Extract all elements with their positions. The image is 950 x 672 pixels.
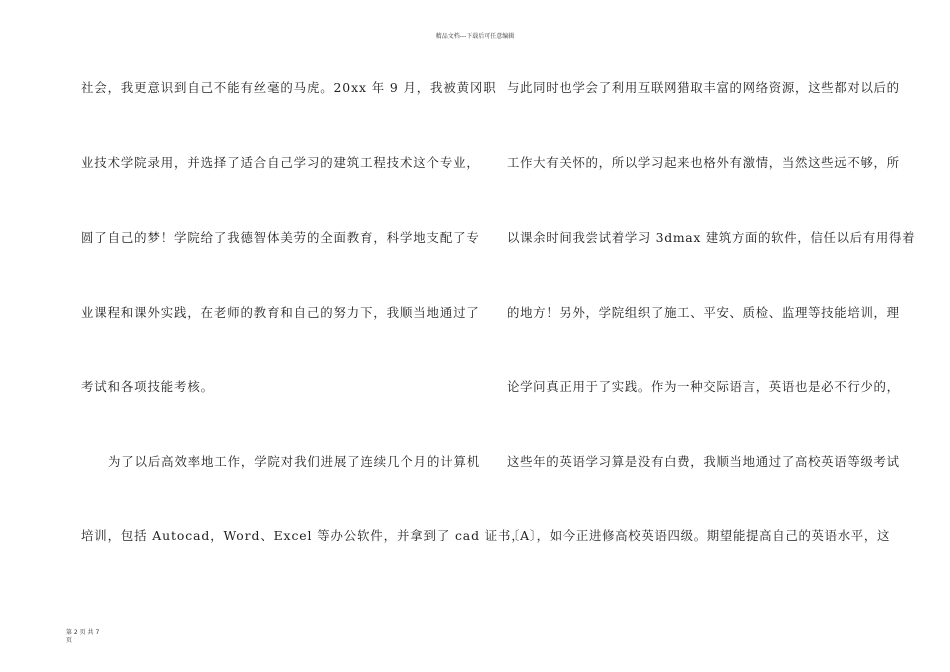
page-header: 精品文档---下载后可任意编辑 [435,33,515,40]
text-line: 的地方！另外，学院组织了施工、平安、质检、监理等技能培训，理 [507,305,900,320]
text-line: 培训，包括 Autocad，Word、Excel 等办公软件，并拿到了 cad 证书， [81,528,525,543]
text-line: 业课程和课外实践，在老师的教育和自己的努力下，我顺当地通过了 [81,305,480,320]
page-number-line: 页 [66,637,73,644]
text-line: 考试和各项技能考核。 [81,379,214,394]
text-line: 这些年的英语学习算是没有白费，我顺当地通过了高校英语等级考试 [507,454,900,469]
page-number [66,629,114,645]
text-line: 〔A〕，如今正进修高校英语四级。期望能提高自己的英语水平，这 [507,528,891,543]
text-line: 工作大有关怀的，所以学习起来也格外有激情，当然这些远不够，所 [507,155,900,170]
text-line: 以课余时间我尝试着学习 3dmax 建筑方面的软件，信任以后有用得着 [507,230,916,245]
text-line: 与此同时也学会了利用互联网猎取丰富的网络资源，这些都对以后的 [507,80,900,95]
text-line: 圆了自己的梦！学院给了我德智体美劳的全面教育，科学地支配了专 [81,230,480,245]
page-number-line: 第 2 页 共 7 [66,629,100,636]
text-line: 业技术学院录用，并选择了适合自己学习的建筑工程技术这个专业， [81,155,480,170]
text-line: 社会，我更意识到自己不能有丝毫的马虎。20xx 年 9 月，我被黄冈职 [81,80,497,95]
text-line: 论学问真正用于了实践。作为一种交际语言，英语也是必不行少的， [507,379,900,394]
text-line: 为了以后高效率地工作，学院对我们进展了连续几个月的计算机 [108,454,481,469]
